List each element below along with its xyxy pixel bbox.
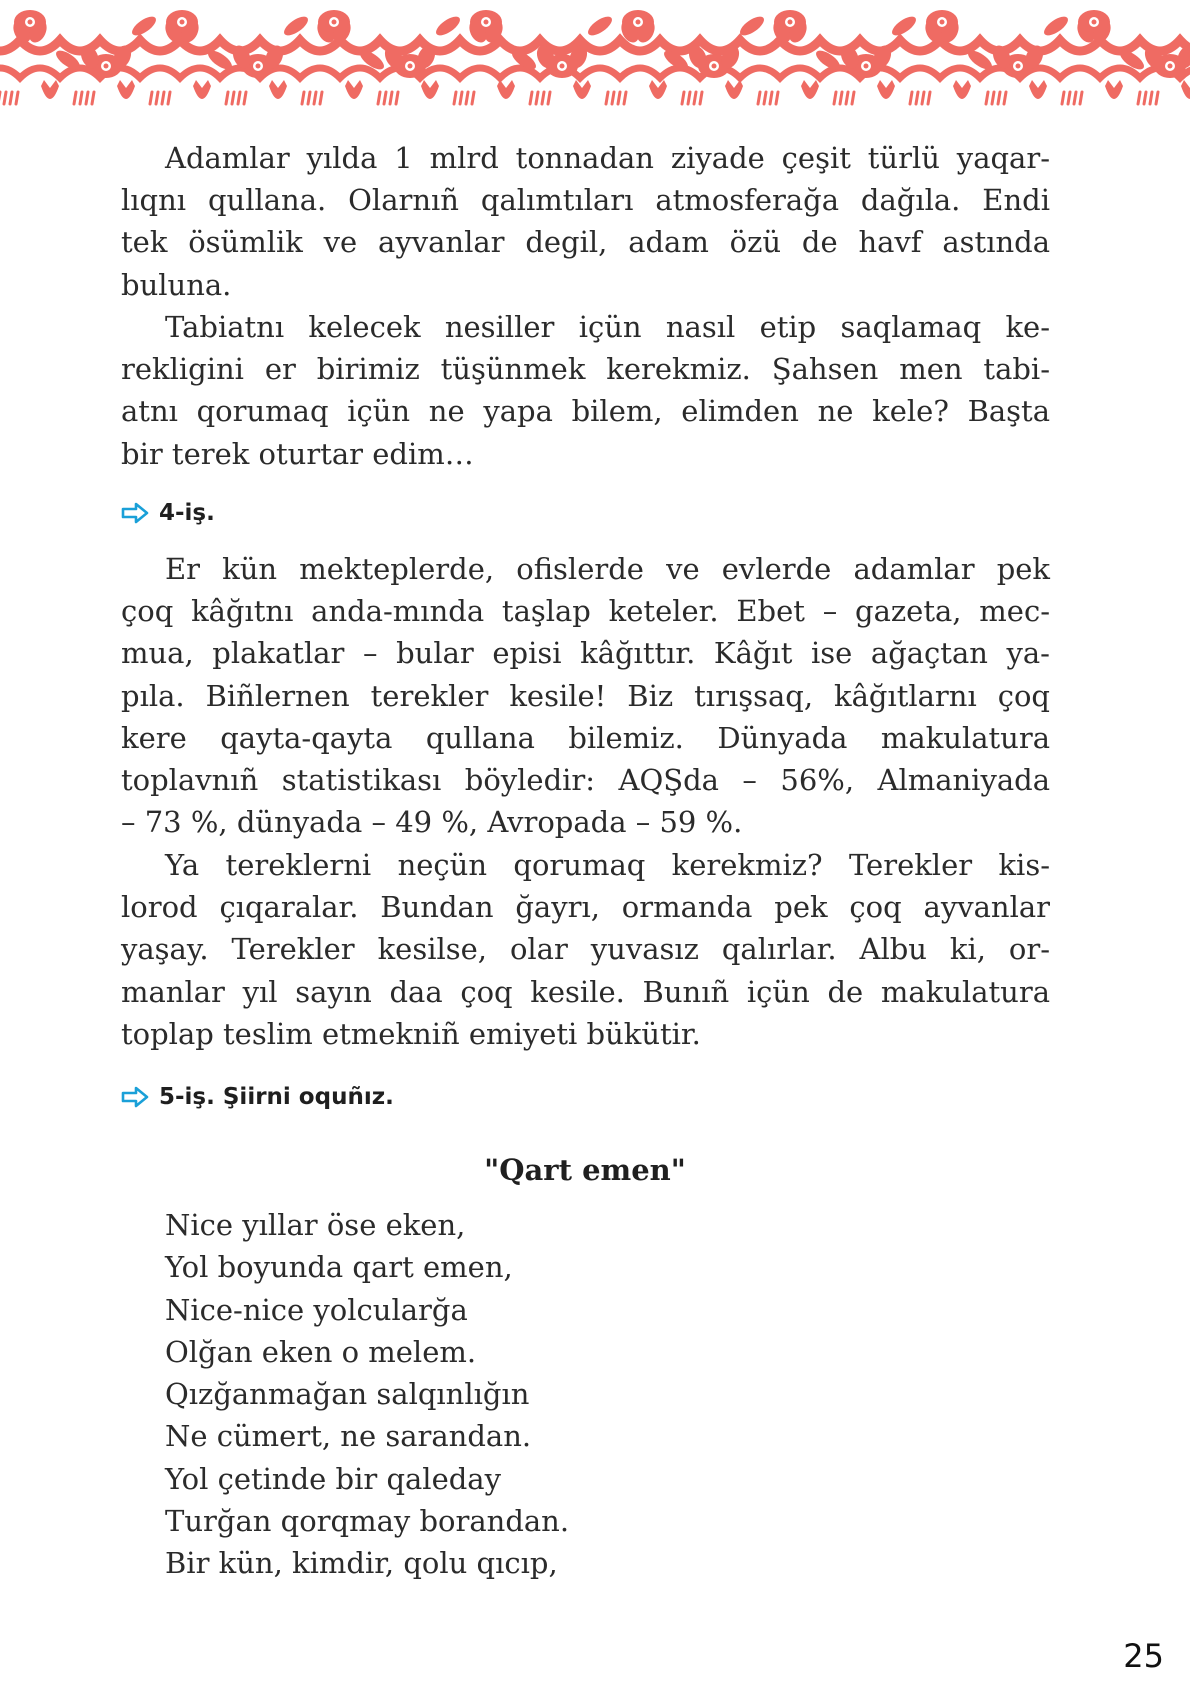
poem-line: Nice yıllar öse eken, bbox=[165, 1208, 466, 1242]
text-line: çoq kâğıtnı anda-mında taşlap keteler. Ebet – gazeta, mec- bbox=[121, 594, 1050, 629]
task-4-heading bbox=[121, 500, 215, 526]
floral-ornament-icon bbox=[0, 0, 1190, 112]
poem-line: Yol boyunda qart emen, bbox=[165, 1250, 513, 1285]
text-line: lıqnı qullana. Olarnıñ qalımtıları atmosferağa dağıla. Endi bbox=[121, 183, 1050, 218]
paragraph-protect-trees bbox=[121, 844, 1050, 1055]
text-line: toplavnıñ statistikası böyledir: AQŞda – 56%, Almaniyada bbox=[121, 762, 1050, 797]
arrow-right-icon bbox=[121, 502, 149, 524]
text-line: atnı qorumaq içün ne yapa bilem, elimden ne kele? Başta bbox=[121, 394, 1050, 429]
paragraph-paper-recycling bbox=[121, 548, 1050, 843]
text-line: toplap teslim etmekniñ emiyeti bükütir. bbox=[121, 1016, 701, 1051]
paragraph-pollution bbox=[121, 137, 1050, 306]
poem-line: Olğan eken o melem. bbox=[165, 1334, 477, 1369]
task-5-heading bbox=[121, 1084, 394, 1110]
text-line: yaşay. Terekler kesilse, olar yuvasız qalırlar. Albu ki, or- bbox=[121, 932, 1050, 967]
text-line: manlar yıl sayın daa çoq kesile. Bunıñ içün de makulatura bbox=[121, 974, 1050, 1009]
poem-line: Turğan qorqmay borandan. bbox=[165, 1504, 570, 1539]
page-number: 25 bbox=[1123, 1637, 1164, 1675]
paragraph-future-generations bbox=[121, 306, 1050, 475]
text-line: rekligini er birimiz tüşünmek kerekmiz. Şahsen men tabi- bbox=[121, 352, 1050, 387]
text-line: mua, plakatlar – bular episi kâğıttır. Kâğıt ise ağaçtan ya- bbox=[121, 636, 1050, 671]
text-line: Ya tereklerni neçün qorumaq kerekmiz? Terekler kis- bbox=[165, 848, 1050, 882]
text-line: Adamlar yılda 1 mlrd tonnadan ziyade çeşit türlü yaqar- bbox=[165, 141, 1050, 175]
text-line: bir terek oturtar edim… bbox=[121, 436, 474, 471]
text-line: – 73 %, dünyada – 49 %, Avropada – 59 %. bbox=[121, 805, 743, 840]
poem-body bbox=[165, 1204, 569, 1585]
text-line: tek ösümlik ve ayvanlar degil, adam özü de havf astında bbox=[121, 225, 1050, 260]
text-line: buluna. bbox=[121, 267, 232, 302]
poem-line: Ne cümert, ne sarandan. bbox=[165, 1419, 532, 1454]
text-line: lorod çıqaralar. Bundan ğayrı, ormanda pek çoq ayvanlar bbox=[121, 890, 1050, 925]
poem-title: "Qart emen" bbox=[484, 1153, 686, 1187]
arrow-right-icon bbox=[121, 1086, 149, 1108]
floral-ornament-border bbox=[0, 0, 1190, 112]
poem-line: Yol çetinde bir qaleday bbox=[165, 1461, 501, 1496]
text-line: kere qayta-qayta qullana bilemiz. Dünyada makulatura bbox=[121, 720, 1050, 755]
poem-line: Nice-nice yolcularğa bbox=[165, 1292, 468, 1327]
text-line: pıla. Biñlernen terekler kesile! Biz tırışsaq, kâğıtlarnı çoq bbox=[121, 678, 1050, 713]
text-line: Er kün mekteplerde, ofislerde ve evlerde adamlar pek bbox=[165, 552, 1050, 586]
task-5-label: 5-iş. Şiirni oquñız. bbox=[159, 1084, 394, 1110]
poem-line: Bir kün, kimdir, qolu qıcıp, bbox=[165, 1546, 558, 1581]
text-line: Tabiatnı kelecek nesiller içün nasıl etip saqlamaq ke- bbox=[165, 310, 1050, 344]
task-4-label: 4-iş. bbox=[159, 500, 215, 526]
poem-line: Qızğanmağan salqınlığın bbox=[165, 1377, 530, 1412]
